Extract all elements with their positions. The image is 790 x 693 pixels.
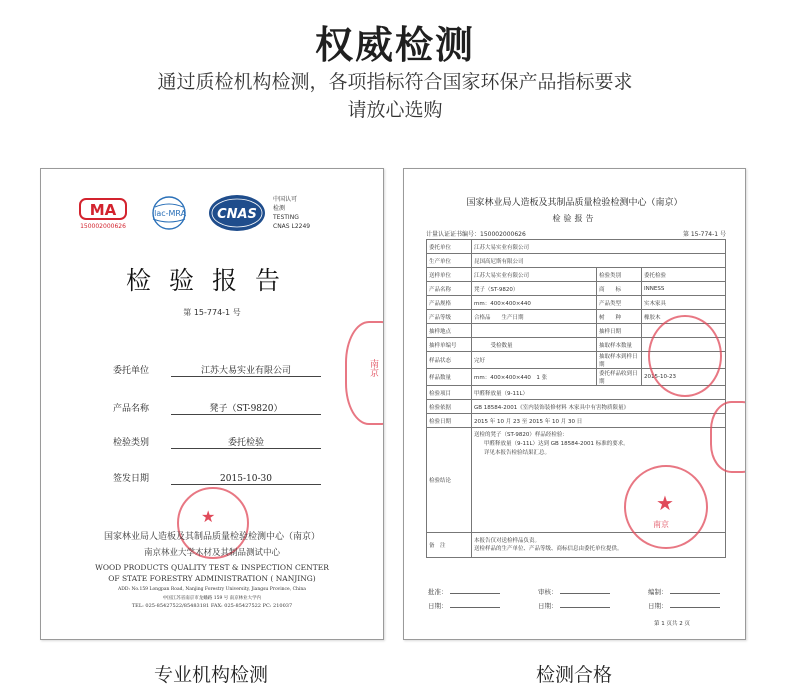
date-line — [450, 607, 500, 608]
table-cell — [472, 324, 597, 338]
notes-line: 送检样品的生产单位、产品等级、商标信息由委托单位提供。 — [474, 546, 623, 552]
date-label: 日期： — [648, 602, 668, 610]
cnas-info — [273, 195, 310, 231]
ilac-text: ilac-MRA — [151, 209, 187, 218]
table-cell: 送样单位 — [427, 268, 472, 282]
table-cell: 产品规格 — [427, 296, 472, 310]
table-cell: 2015-10-23 — [642, 369, 726, 386]
org-name-en-1: WOOD PRODUCTS QUALITY TEST & INSPECTION CENTER — [95, 563, 329, 572]
table-cell: 凳子（ST-9820） — [472, 282, 597, 296]
table-cell: 样品数量 — [427, 369, 472, 386]
table-cell: mm：400×400×440 — [472, 296, 597, 310]
conclusion-label: 检验结论 — [427, 428, 472, 533]
report-meta — [426, 229, 726, 238]
field-value: 江苏大易实业有限公司 — [171, 363, 321, 377]
signature-line — [450, 593, 500, 594]
table-cell: 生产单位 — [427, 254, 472, 268]
table-cell: 产品类型 — [597, 296, 642, 310]
signature-approve-date — [428, 601, 500, 610]
edge-stamp — [710, 401, 746, 473]
conclusion-line: 甲醛释放量（9-11L）达到 GB 18584-2001 标准的要求。 — [484, 441, 629, 447]
table-cell: 检验依据 — [427, 400, 472, 414]
table-cell: 检验类别 — [597, 268, 642, 282]
field-value: 凳子（ST-9820） — [171, 401, 321, 415]
table-cell: 样品状态 — [427, 352, 472, 369]
table-cell: 2015 年 10 月 23 至 2015 年 10 月 30 日 — [472, 414, 726, 428]
table-cell: 抽样地点 — [427, 324, 472, 338]
field-inspection-type — [113, 435, 321, 449]
table-cell: 抽取样本到样日期 — [597, 352, 642, 369]
report-center-title: 国家林业局人造板及其制品质量检验检测中心（南京） — [466, 198, 683, 208]
caption-left: 专业机构检测 — [153, 664, 268, 686]
report-number: 第 15-774-1 号 — [682, 231, 726, 238]
table-cell: 江苏大易实业有限公司 — [472, 268, 597, 282]
table-row — [427, 240, 726, 254]
table-cell: 产品等级 — [427, 310, 472, 324]
report-number: 第 15-774-1 号 — [183, 308, 241, 317]
table-cell: GB 18584-2001《室内装饰装修材料 木家具中有害物质限量》 — [472, 400, 726, 414]
table-row — [427, 414, 726, 428]
field-label: 签发日期 — [113, 474, 150, 484]
org-contact: TEL: 025-85427522/85483181 FAX: 025-85427522 PC: 210037 — [131, 603, 293, 609]
table-cell: 橡胶木 — [642, 310, 726, 324]
signature-review — [538, 587, 610, 596]
table-row — [427, 400, 726, 414]
signature-prepare-date — [648, 601, 720, 610]
stamp-star-icon: ★ — [201, 507, 216, 526]
conclusion-line: 送检的凳子（ST-9820）样品经检验： — [474, 432, 568, 438]
field-value: 2015-10-30 — [171, 474, 321, 485]
table-cell: 受检数量 — [472, 338, 597, 352]
table-cell: INNESS — [642, 282, 726, 296]
edge-stamp-text: 南京 — [368, 359, 378, 377]
caption-right: 检测合格 — [535, 664, 612, 686]
table-cell: 昆国高尼斯有限公司 — [472, 254, 726, 268]
cnas-logo — [207, 193, 267, 233]
cnas-text: CNAS — [217, 207, 257, 222]
table-cell: 委托检验 — [642, 268, 726, 282]
ilac-mra-logo — [139, 193, 199, 233]
field-value: 委托检验 — [171, 435, 321, 449]
cnas-info-line: 检测 — [273, 205, 286, 212]
seal-impression — [648, 315, 722, 397]
report-title: 检验报告 — [125, 266, 298, 295]
signature-prepare — [648, 587, 720, 596]
table-cell: 完好 — [472, 352, 597, 369]
signature-line — [670, 593, 720, 594]
signature-role: 编制： — [648, 588, 668, 596]
table-cell: 商 标 — [597, 282, 642, 296]
table-cell: 产品名称 — [427, 282, 472, 296]
ma-logo-number: 150002000626 — [80, 223, 126, 230]
stamp-star-icon: ★ — [656, 491, 674, 515]
date-line — [560, 607, 610, 608]
org-address-cn: 中国江苏省南京市龙蟠路 159 号 南京林业大学内 — [162, 596, 262, 601]
field-label: 委托单位 — [113, 366, 150, 376]
table-cell: 抽样日期 — [597, 324, 642, 338]
date-label: 日期： — [538, 602, 558, 610]
notes-label: 备 注 — [427, 533, 472, 558]
conclusion-line: 详见本报告检验结果汇总。 — [484, 450, 551, 456]
field-client — [113, 363, 321, 377]
table-cell: 合格品 生产日期 — [472, 310, 597, 324]
inspection-report — [403, 168, 746, 640]
accreditation-logos — [77, 193, 367, 233]
page-footer: 第 1 页共 2 页 — [654, 621, 690, 627]
table-cell: 委托样品收到日期 — [597, 369, 642, 386]
org-name-cn-1: 国家林业局人造板及其制品质量检验检测中心（南京） — [103, 532, 320, 542]
table-row — [427, 254, 726, 268]
stamp-text: 南京 — [653, 520, 669, 529]
table-cell: 检验项目 — [427, 386, 472, 400]
org-address-en: ADD: No.159 Longpan Road, Nanjing Forestry University, Jiangsu Province, China — [118, 587, 306, 592]
ma-logo-text: MA — [89, 201, 117, 219]
page-subtitle — [0, 68, 790, 124]
table-cell: 委托单位 — [427, 240, 472, 254]
date-label: 日期： — [428, 602, 448, 610]
table-cell: 树 种 — [597, 310, 642, 324]
table-cell: 抽样单编号 — [427, 338, 472, 352]
table-row — [427, 268, 726, 282]
cma-logo — [77, 197, 129, 231]
table-cell: 江苏大易实业有限公司 — [472, 240, 726, 254]
table-cell: mm：400×400×440 1 张 — [472, 369, 597, 386]
cnas-info-line: CNAS L2249 — [273, 223, 311, 230]
notes-line: 本报告仅对送检样品负责。 — [474, 538, 541, 544]
table-row — [427, 296, 726, 310]
subtitle-line-1: 通过质检机构检测，各项指标符合国家环保产品指标要求 — [157, 71, 633, 93]
org-name-cn-2: 南京林业大学木材及其制品测试中心 — [143, 548, 280, 558]
signature-review-date — [538, 601, 610, 610]
signature-approve — [428, 587, 500, 596]
cnas-info-line: TESTING — [273, 214, 299, 221]
table-cell: 检验日期 — [427, 414, 472, 428]
table-cell: 抽取样本数量 — [597, 338, 642, 352]
certificate-cover — [40, 168, 384, 640]
report-subtitle: 检验报告 — [552, 214, 597, 223]
signature-role: 批准： — [428, 588, 448, 596]
date-line — [670, 607, 720, 608]
field-label: 检验类别 — [113, 438, 150, 448]
table-row — [427, 282, 726, 296]
cnas-info-line: 中国认可 — [273, 196, 298, 203]
org-name-en-2: OF STATE FORESTRY ADMINISTRATION ( NANJING) — [108, 574, 316, 583]
field-label: 产品名称 — [113, 404, 150, 414]
subtitle-line-2: 请放心选购 — [347, 99, 443, 121]
field-product-name — [113, 401, 321, 415]
signature-role: 审核： — [538, 588, 558, 596]
field-issue-date — [113, 471, 321, 485]
cert-number: 计量认证证书编号：150002000626 — [426, 231, 526, 238]
page-title: 权威检测 — [314, 23, 475, 67]
signature-line — [560, 593, 610, 594]
table-cell: 甲醛释放量（9-11L） — [472, 386, 726, 400]
table-cell: 实木家具 — [642, 296, 726, 310]
